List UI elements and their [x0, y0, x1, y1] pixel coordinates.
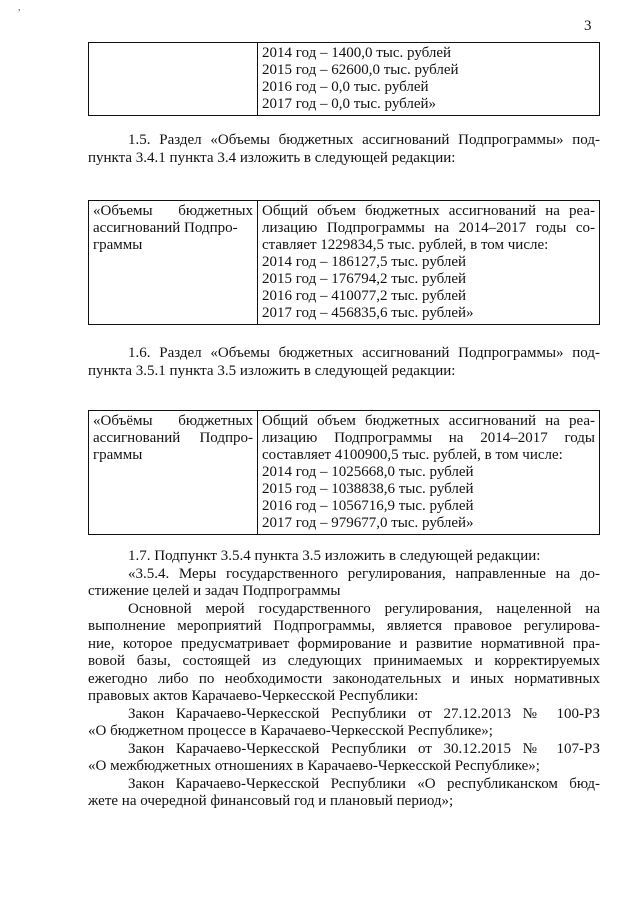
budget-line: 2017 год – 0,0 тыс. рублей» — [262, 96, 437, 112]
paragraph-line: Закон Карачаево-Черкесской Республики «О республиканском бюд- — [128, 775, 600, 792]
table-right-cell — [258, 201, 600, 325]
paragraph-1-7 — [88, 548, 600, 811]
budget-line: Общий объем бюджетных ассигнований на реа- — [262, 413, 595, 429]
paragraph-line: правовых актов Карачаево-Черкесской Республики: — [88, 688, 419, 704]
label-line: ассигнований Подпро- — [93, 220, 238, 236]
budget-line: 2014 год – 1400,0 тыс. рублей — [262, 45, 452, 61]
paragraph-line: Закон Карачаево-Черкесской Республики от 30.12.2015 № 107-РЗ — [128, 740, 600, 757]
budget-line: 2017 год – 456835,6 тыс. рублей» — [262, 305, 474, 321]
paragraph-line: ние, которое предусматривает формирование и развитие нормативной пра- — [88, 635, 600, 652]
paragraph-line: ежегодно либо по необходимости законодательных и иных нормативных — [88, 670, 600, 687]
scan-mark: , — [18, 2, 21, 13]
label-line: граммы — [93, 237, 143, 253]
budget-line: 2016 год – 1056716,9 тыс. рублей — [262, 498, 474, 514]
budget-line: 2016 год – 0,0 тыс. рублей — [262, 79, 429, 95]
table-left-cell — [89, 201, 258, 325]
label-line: граммы — [93, 447, 143, 463]
paragraph-line: вовой базы, состоящей из следующих принимаемых и корректируемых — [88, 653, 600, 669]
paragraph-1-6 — [88, 345, 600, 380]
paragraph-line: «О межбюджетных отношениях в Карачаево-Черкесской Республике»; — [88, 758, 540, 774]
budget-line: лизацию Подпрограммы на 2014–2017 годы со- — [262, 220, 595, 236]
table-left-cell — [89, 411, 258, 535]
paragraph-line: «О бюджетном процессе в Карачаево-Черкесской Республике»; — [88, 723, 493, 739]
page-number: 3 — [584, 18, 592, 34]
budget-line: 2017 год – 979677,0 тыс. рублей» — [262, 515, 474, 531]
budget-table-continuation — [88, 42, 600, 116]
label-line: ассигнований Подпро- — [93, 430, 253, 446]
budget-line: Общий объем бюджетных ассигнований на реа- — [262, 203, 595, 219]
budget-table-3-5-1 — [88, 410, 600, 535]
label-line: «Объемы бюджетных — [93, 203, 253, 219]
paragraph-line: 1.6. Раздел «Объемы бюджетных ассигнований Подпрограммы» под- — [128, 345, 600, 361]
paragraph-line: стижение целей и задач Подпрограммы — [88, 583, 341, 599]
paragraph-line: выполнение мероприятий Подпрограммы, является правовое регулирова- — [88, 618, 600, 634]
paragraph-line: Основной мерой государственного регулирования, нацеленной на — [128, 600, 600, 617]
paragraph-line: Закон Карачаево-Черкесской Республики от 27.12.2013 № 100-РЗ — [128, 705, 600, 722]
paragraph-line: пункта 3.4.1 пункта 3.4 изложить в следующей редакции: — [88, 149, 456, 166]
table-right-cell — [258, 43, 600, 116]
table-left-cell — [89, 43, 258, 116]
table-right-cell — [258, 411, 600, 535]
budget-line: 2016 год – 410077,2 тыс. рублей — [262, 288, 467, 304]
budget-line: 2014 год – 1025668,0 тыс. рублей — [262, 464, 474, 480]
paragraph-line: «3.5.4. Меры государственного регулирования, направленные на до- — [128, 565, 600, 582]
paragraph-line: 1.7. Подпункт 3.5.4 пункта 3.5 изложить в следующей редакции: — [128, 548, 541, 564]
budget-line: лизацию Подпрограммы на 2014–2017 годы — [262, 430, 595, 446]
paragraph-1-5 — [88, 132, 600, 167]
budget-table-3-4-1 — [88, 200, 600, 325]
budget-line: составляет 4100900,5 тыс. рублей, в том числе: — [262, 447, 563, 463]
budget-line: ставляет 1229834,5 тыс. рублей, в том числе: — [262, 237, 549, 253]
paragraph-line: жете на очередной финансовый год и плановый период»; — [88, 793, 454, 809]
budget-line: 2015 год – 62600,0 тыс. рублей — [262, 62, 459, 78]
budget-line: 2015 год – 176794,2 тыс. рублей — [262, 271, 467, 287]
budget-line: 2015 год – 1038838,6 тыс. рублей — [262, 481, 474, 497]
label-line: «Объёмы бюджетных — [93, 413, 253, 429]
budget-line: 2014 год – 186127,5 тыс. рублей — [262, 254, 467, 270]
paragraph-line: 1.5. Раздел «Объемы бюджетных ассигнований Подпрограммы» под- — [128, 132, 600, 148]
paragraph-line: пункта 3.5.1 пункта 3.5 изложить в следующей редакции: — [88, 362, 456, 379]
